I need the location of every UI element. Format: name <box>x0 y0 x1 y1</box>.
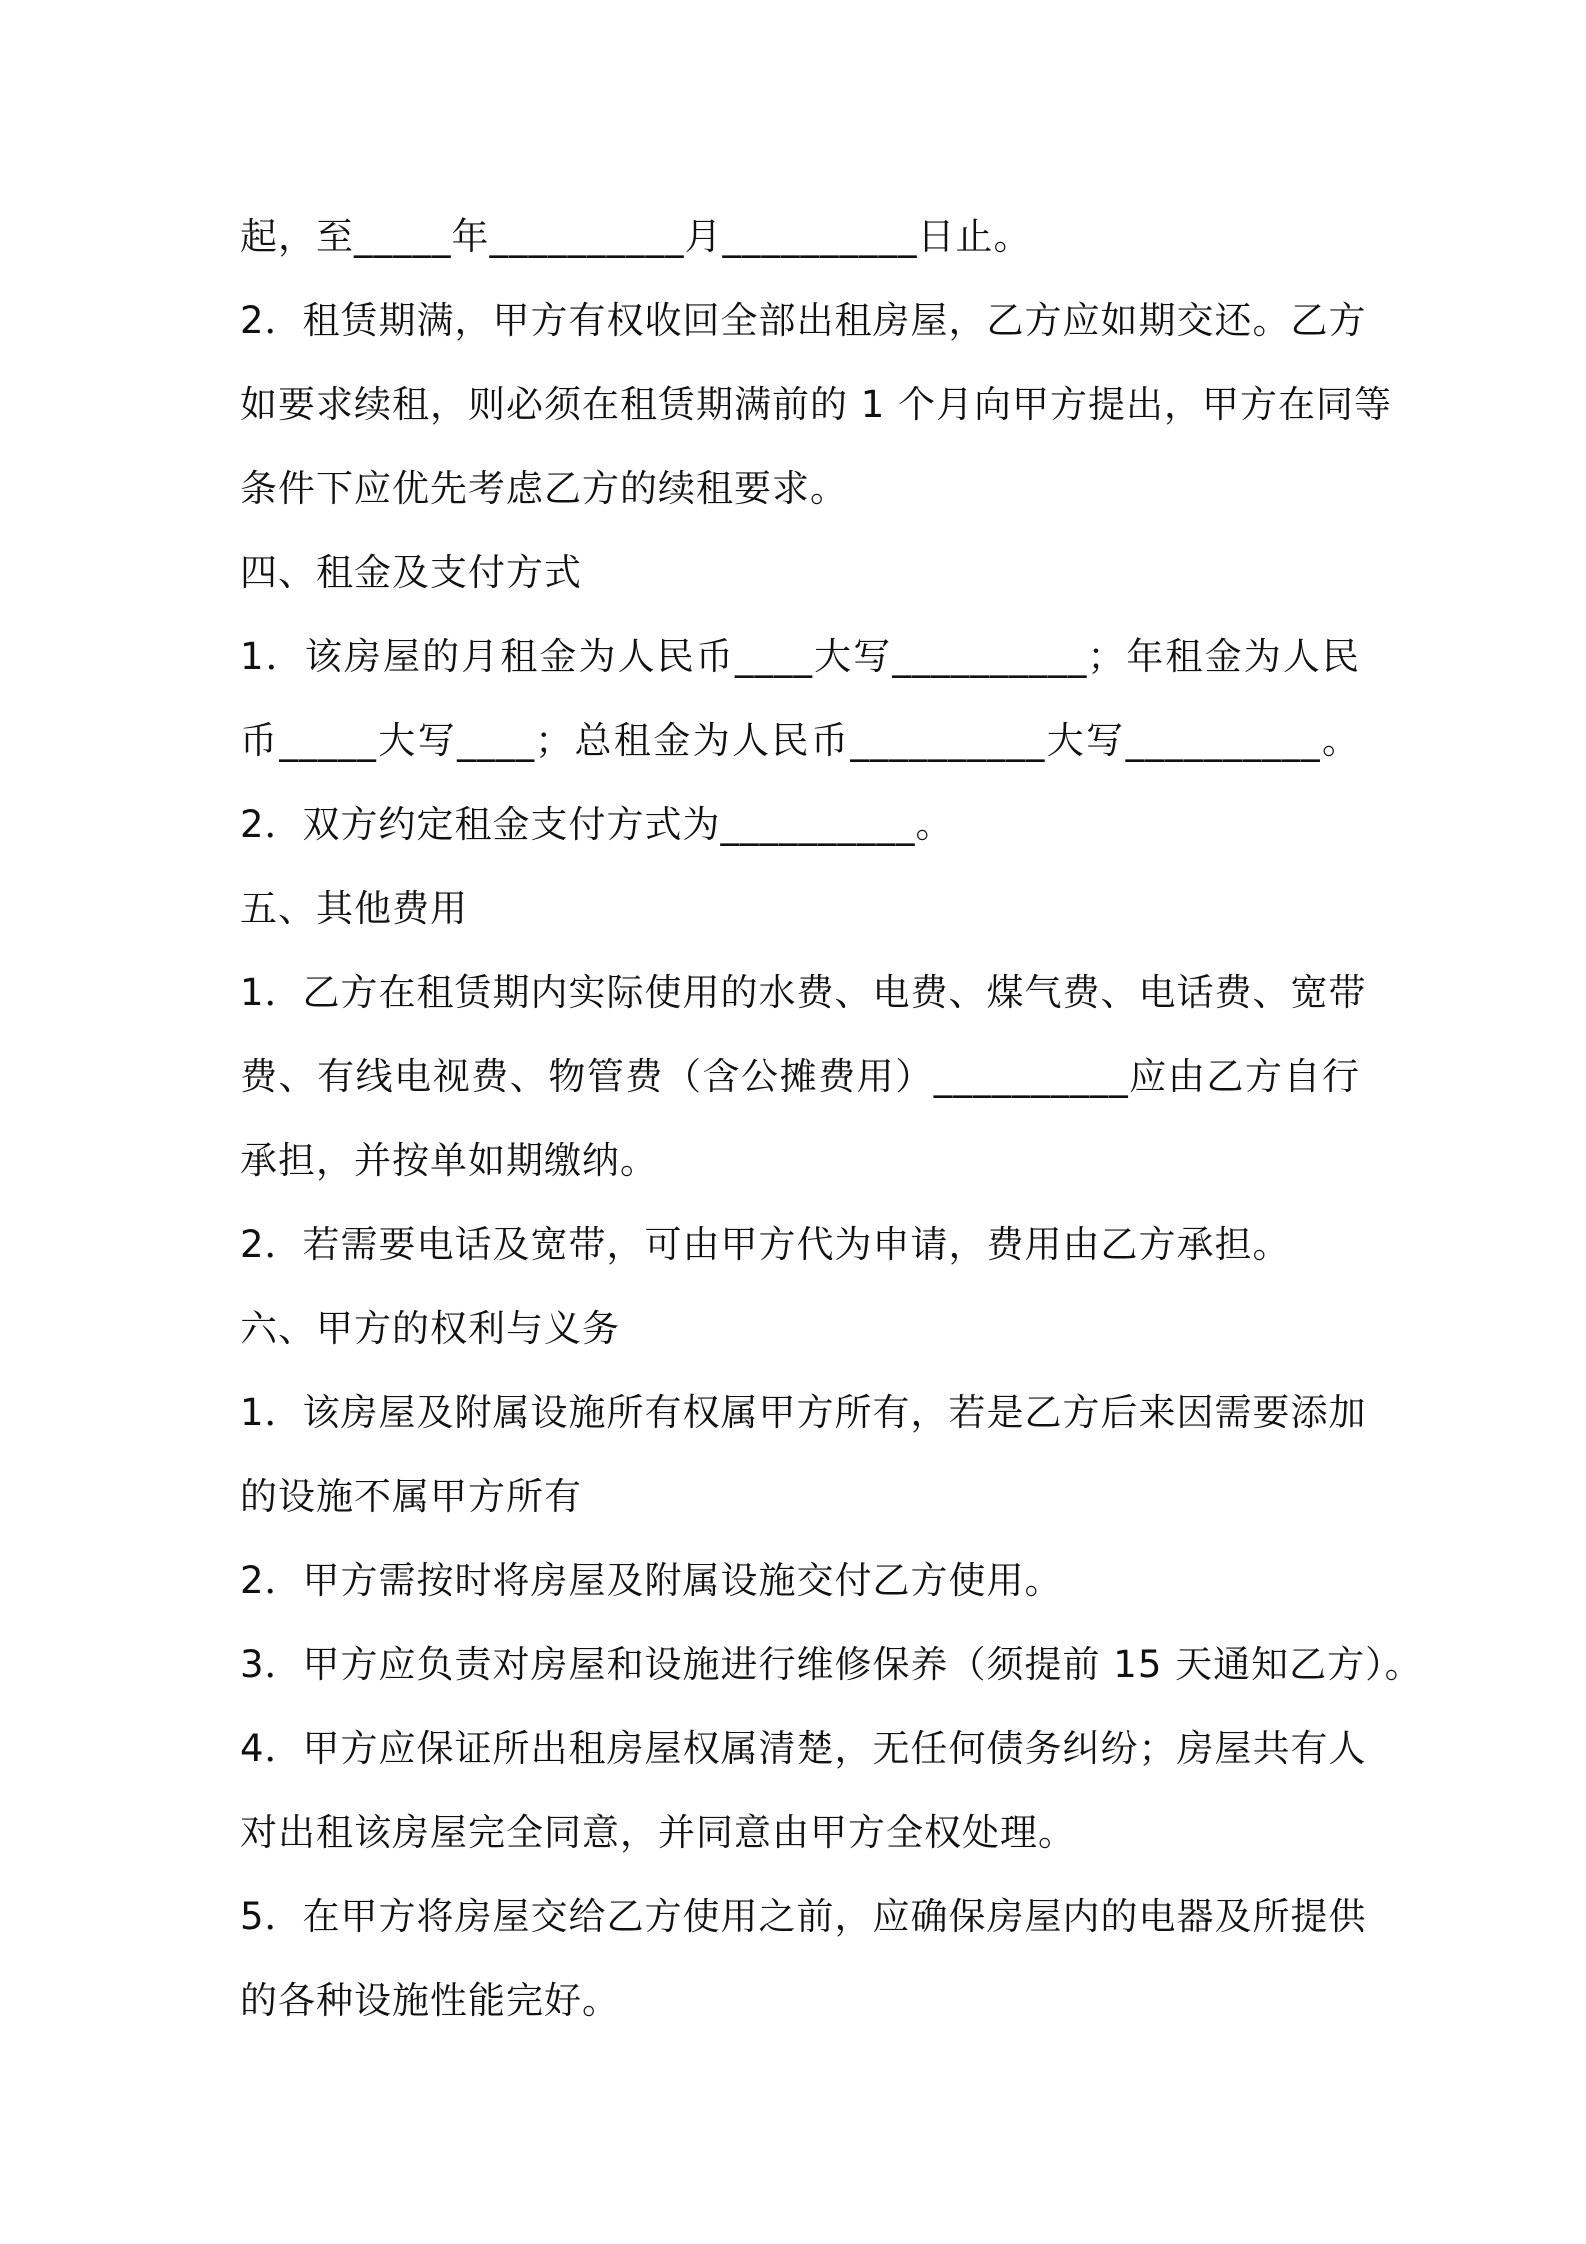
clause-6-5-line-2: 的各种设施性能完好。 <box>240 1979 620 2022</box>
clause-5-2: 2．若需要电话及宽带，可由甲方代为申请，费用由乙方承担。 <box>240 1223 1291 1266</box>
clause-3-2-line-3: 条件下应优先考虑乙方的续租要求。 <box>240 467 848 510</box>
clause-5-1-line-2: 费、有线电视费、物管费（含公摊费用）__________应由乙方自行 <box>240 1055 1360 1098</box>
clause-4-1-line-2: 币_____大写____；总租金为人民币__________大写__________。 <box>240 719 1360 762</box>
clause-4-1-line-1: 1．该房屋的月租金为人民币____大写__________；年租金为人民 <box>240 635 1360 678</box>
clause-6-4-line-1: 4．甲方应保证所出租房屋权属清楚，无任何债务纠纷；房屋共有人 <box>240 1727 1367 1770</box>
section-5-heading: 五、其他费用 <box>240 887 468 930</box>
section-6-heading: 六、甲方的权利与义务 <box>240 1307 620 1350</box>
clause-6-3: 3．甲方应负责对房屋和设施进行维修保养（须提前 15 天通知乙方）。 <box>240 1643 1423 1686</box>
clause-6-4-line-2: 对出租该房屋完全同意，并同意由甲方全权处理。 <box>240 1811 1076 1854</box>
clause-4-2: 2．双方约定租金支付方式为__________。 <box>240 803 954 846</box>
clause-3-2-line-1: 2．租赁期满，甲方有权收回全部出租房屋，乙方应如期交还。乙方 <box>240 299 1367 342</box>
clause-6-1-line-1: 1．该房屋及附属设施所有权属甲方所有，若是乙方后来因需要添加 <box>240 1391 1367 1434</box>
term-end-line: 起，至_____年__________月__________日止。 <box>240 215 1032 258</box>
clause-6-5-line-1: 5．在甲方将房屋交给乙方使用之前，应确保房屋内的电器及所提供 <box>240 1895 1367 1938</box>
clause-3-2-line-2: 如要求续租，则必须在租赁期满前的 1 个月向甲方提出，甲方在同等 <box>240 383 1393 426</box>
clause-6-2: 2．甲方需按时将房屋及附属设施交付乙方使用。 <box>240 1559 1063 1602</box>
clause-5-1-line-1: 1．乙方在租赁期内实际使用的水费、电费、煤气费、电话费、宽带 <box>240 971 1367 1014</box>
clause-5-1-line-3: 承担，并按单如期缴纳。 <box>240 1139 658 1182</box>
contract-text <box>240 195 1423 2043</box>
section-4-heading: 四、租金及支付方式 <box>240 551 582 594</box>
clause-6-1-line-2: 的设施不属甲方所有 <box>240 1475 582 1518</box>
